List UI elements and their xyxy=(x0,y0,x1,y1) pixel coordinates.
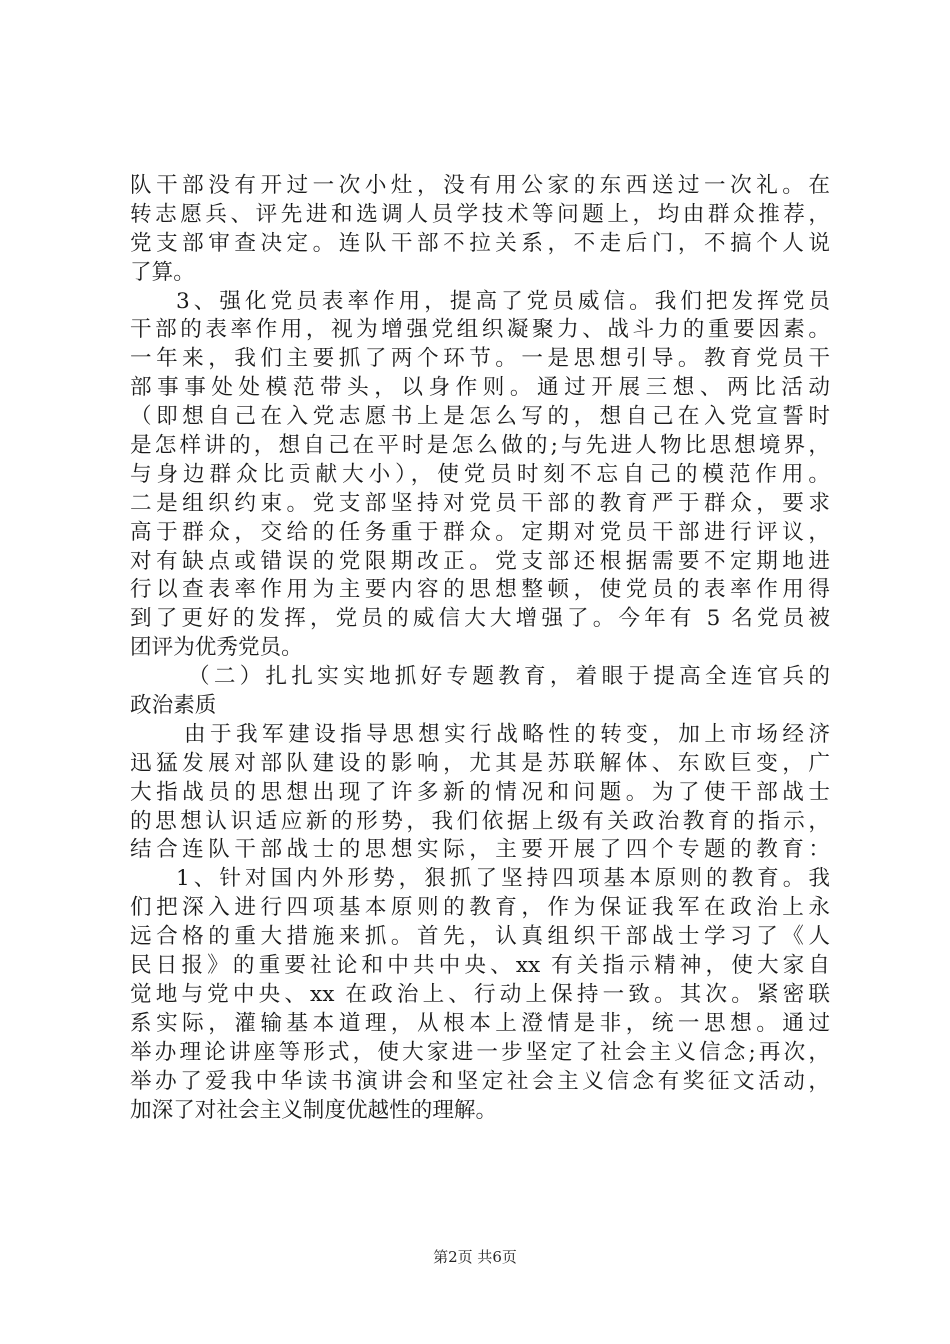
text-line: 们把深入进行四项基本原则的教育，作为保证我军在政治上永 xyxy=(130,895,830,921)
text-line: 结合连队干部战士的思想实际，主要开展了四个专题的教育： xyxy=(130,837,830,863)
text-line: 民日报》的重要社论和中共中央、xx 有关指示精神，使大家自 xyxy=(130,953,830,979)
text-line: 大指战员的思想出现了许多新的情况和问题。为了使干部战士 xyxy=(130,779,830,805)
text-line: 与身边群众比贡献大小），使党员时刻不忘自己的模范作用。 xyxy=(130,461,830,487)
text-line: 加深了对社会主义制度优越性的理解。 xyxy=(130,1097,498,1123)
text-line: 是怎样讲的，想自己在平时是怎么做的;与先进人物比思想境界， xyxy=(130,433,830,459)
text-line: 迅猛发展对部队建设的影响，尤其是苏联解体、东欧巨变，广 xyxy=(130,750,830,776)
text-line: （即想自己在入党志愿书上是怎么写的，想自己在入党宣誓时 xyxy=(130,404,830,430)
text-line: 干部的表率作用，视为增强党组织凝聚力、战斗力的重要因素。 xyxy=(130,317,830,343)
text-line: 党支部审查决定。连队干部不拉关系，不走后门，不搞个人说 xyxy=(130,230,830,256)
text-line: 一年来，我们主要抓了两个环节。一是思想引导。教育党员干 xyxy=(130,346,830,372)
text-line: 远合格的重大措施来抓。首先，认真组织干部战士学习了《人 xyxy=(130,924,830,950)
text-line: 3、强化党员表率作用，提高了党员威信。我们把发挥党员 xyxy=(176,288,830,314)
text-line: 到了更好的发挥，党员的威信大大增强了。今年有 5 名党员被 xyxy=(130,606,830,632)
text-line: 觉地与党中央、xx 在政治上、行动上保持一致。其次。紧密联 xyxy=(130,981,830,1007)
text-line: 了算。 xyxy=(130,259,195,285)
text-line: 的思想认识适应新的形势，我们依据上级有关政治教育的指示， xyxy=(130,808,830,834)
text-line: 系实际，灌输基本道理，从根本上澄情是非，统一思想。通过 xyxy=(130,1010,830,1036)
text-line: 队干部没有开过一次小灶，没有用公家的东西送过一次礼。在 xyxy=(130,173,830,198)
text-line: 高于群众，交给的任务重于群众。定期对党员干部进行评议， xyxy=(130,519,830,545)
text-line: 对有缺点或错误的党限期改正。党支部还根据需要不定期地进 xyxy=(130,548,830,574)
text-line: 政治素质 xyxy=(130,693,217,719)
page-footer: 第2页 共6页 xyxy=(433,1248,517,1266)
text-line: 举办了爱我中华读书演讲会和坚定社会主义信念有奖征文活动， xyxy=(130,1068,830,1094)
document-body xyxy=(130,172,830,1125)
text-line: 团评为优秀党员。 xyxy=(130,635,303,661)
text-line: （二）扎扎实实地抓好专题教育，着眼于提高全连官兵的 xyxy=(188,664,830,690)
text-line: 举办理论讲座等形式，使大家进一步坚定了社会主义信念;再次， xyxy=(130,1039,830,1065)
text-line: 行以查表率作用为主要内容的思想整顿，使党员的表率作用得 xyxy=(130,577,830,603)
text-line: 1、针对国内外形势，狠抓了坚持四项基本原则的教育。我 xyxy=(176,866,830,892)
text-line: 二是组织约束。党支部坚持对党员干部的教育严于群众，要求 xyxy=(130,490,830,516)
text-line: 转志愿兵、评先进和选调人员学技术等问题上，均由群众推荐， xyxy=(130,201,830,227)
text-line: 由于我军建设指导思想实行战略性的转变，加上市场经济 xyxy=(184,721,830,747)
text-line: 部事事处处模范带头，以身作则。通过开展三想、两比活动 xyxy=(130,375,830,401)
